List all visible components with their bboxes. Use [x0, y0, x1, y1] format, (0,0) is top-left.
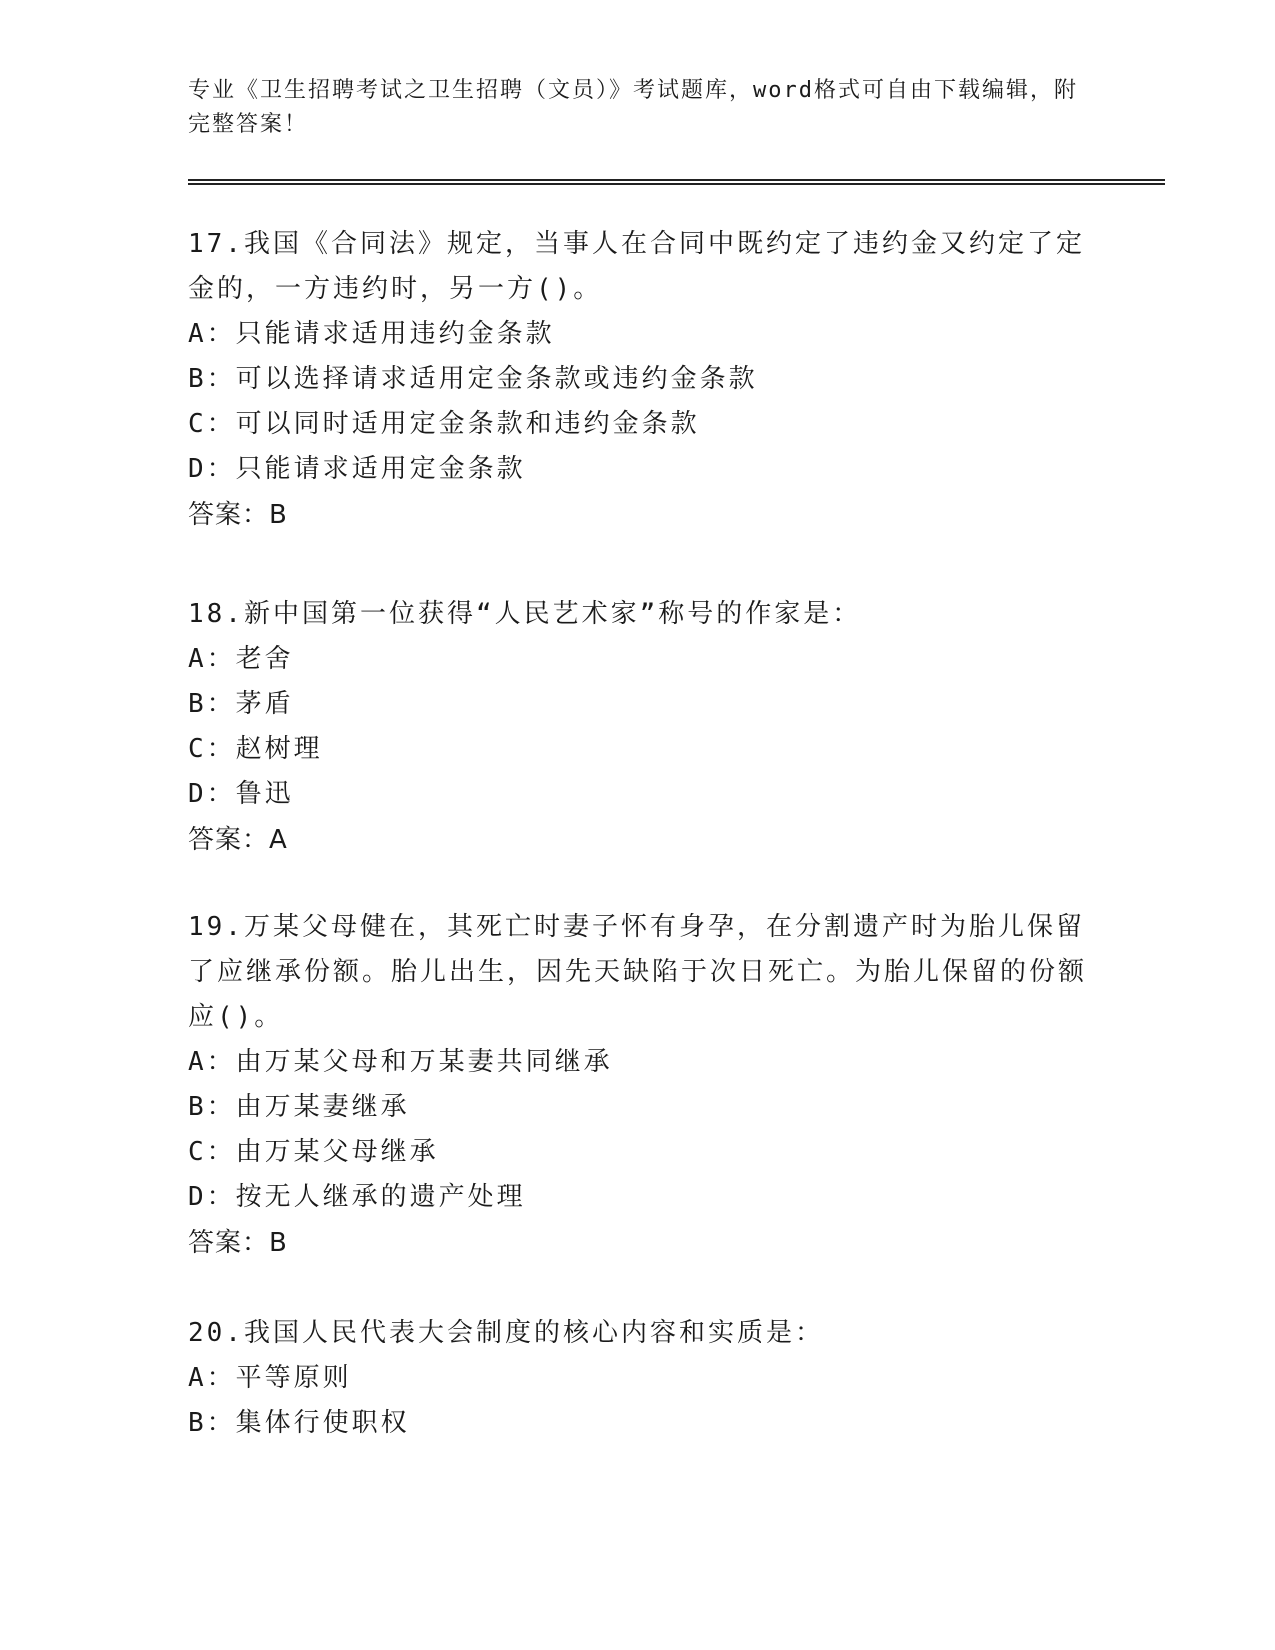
answer-line: 答案：B	[188, 500, 288, 530]
option-c: C：由万某父母继承	[188, 1137, 439, 1167]
option-b: B：茅盾	[188, 689, 294, 719]
option-a: A：由万某父母和万某妻共同继承	[188, 1047, 613, 1077]
question-stem: 18.新中国第一位获得“人民艺术家”称号的作家是：	[188, 599, 862, 629]
question-20	[188, 1311, 1088, 1446]
document-header-text: 专业《卫生招聘考试之卫生招聘（文员）》考试题库，word格式可自由下载编辑，附完整答案！	[188, 78, 1078, 137]
option-b: B：可以选择请求适用定金条款或违约金条款	[188, 364, 758, 394]
header-divider	[188, 179, 1165, 185]
option-a: A：只能请求适用违约金条款	[188, 319, 555, 349]
option-d: D：只能请求适用定金条款	[188, 454, 526, 484]
option-b: B：由万某妻继承	[188, 1092, 410, 1122]
option-a: A：老舍	[188, 644, 294, 674]
option-a: A：平等原则	[188, 1363, 352, 1393]
question-stem: 20.我国人民代表大会制度的核心内容和实质是：	[188, 1318, 824, 1348]
option-c: C：赵树理	[188, 734, 323, 764]
option-c: C：可以同时适用定金条款和违约金条款	[188, 409, 700, 439]
question-19	[188, 905, 1088, 1266]
option-d: D：鲁迅	[188, 779, 294, 809]
question-18	[188, 592, 1088, 863]
question-stem: 19.万某父母健在，其死亡时妻子怀有身孕，在分割遗产时为胎儿保留了应继承份额。胎儿出生，因先天缺陷于次日死亡。为胎儿保留的份额应()。	[188, 912, 1088, 1032]
question-stem: 17.我国《合同法》规定，当事人在合同中既约定了违约金又约定了定金的，一方违约时，另一方()。	[188, 229, 1085, 304]
question-17	[188, 222, 1088, 538]
option-b: B：集体行使职权	[188, 1408, 410, 1438]
answer-line: 答案：A	[188, 825, 288, 855]
answer-line: 答案：B	[188, 1228, 288, 1258]
option-d: D：按无人继承的遗产处理	[188, 1182, 526, 1212]
